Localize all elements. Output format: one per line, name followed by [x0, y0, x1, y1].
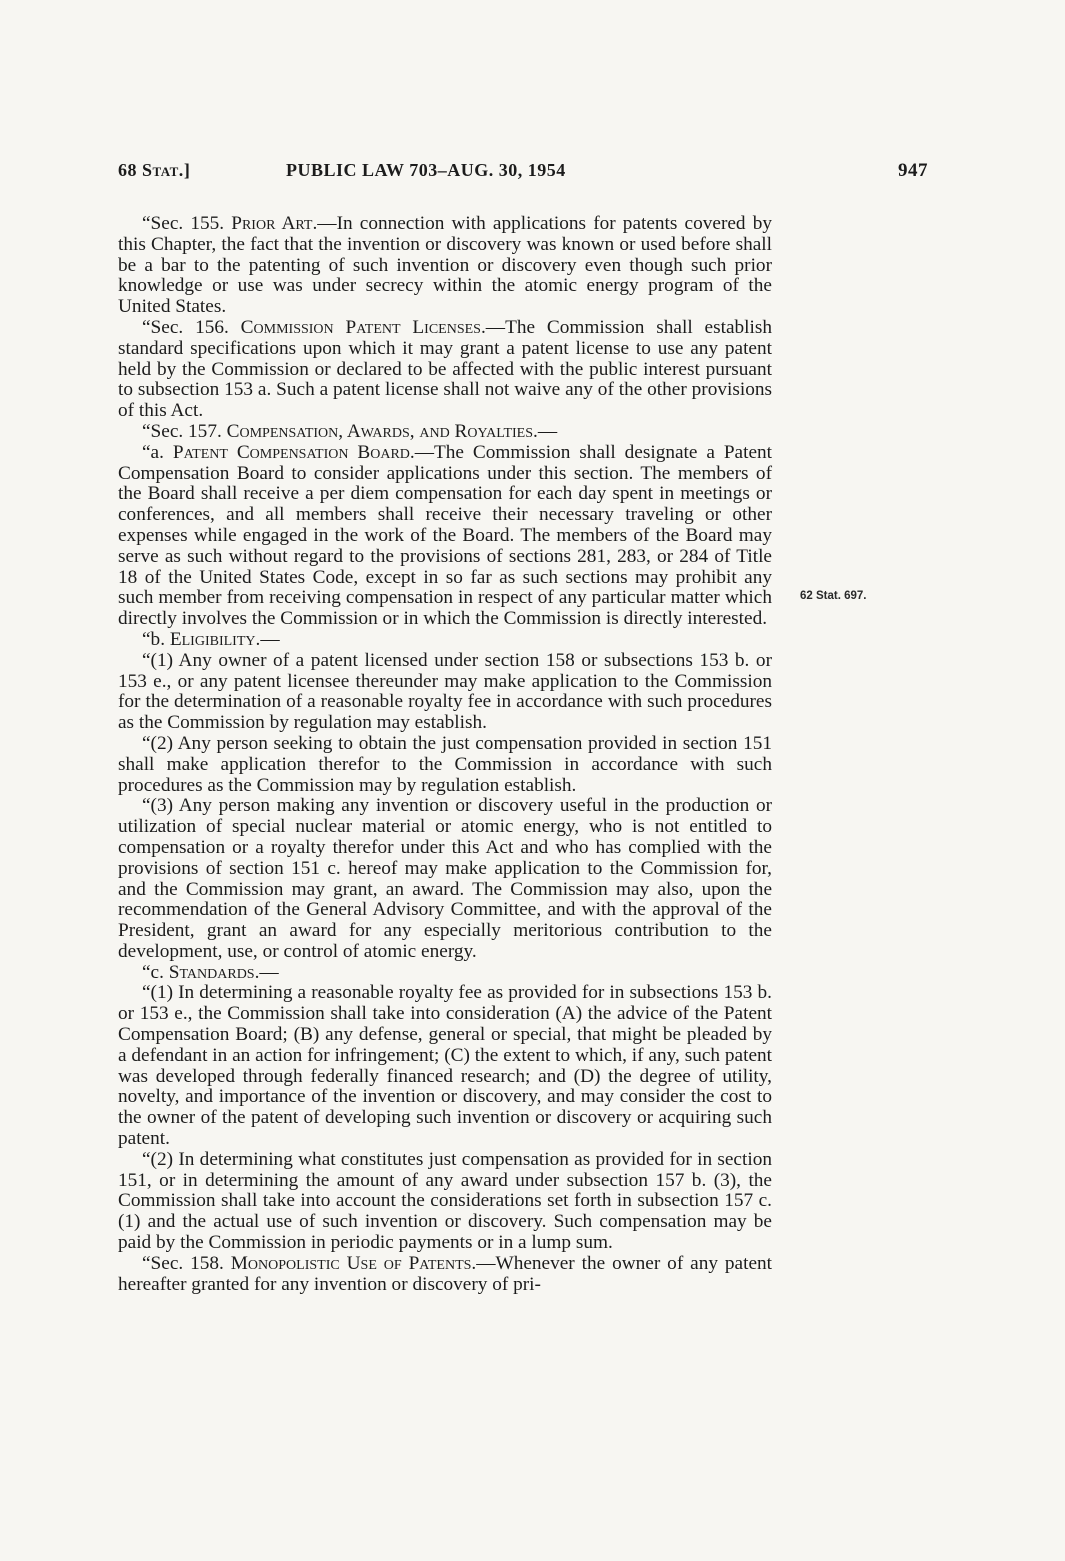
- statute-reference: 68 Stat.]: [118, 160, 191, 180]
- law-title: PUBLIC LAW 703–AUG. 30, 1954: [286, 160, 566, 180]
- paragraph-157-b-1: “(1) Any owner of a patent licensed under section 158 or subsections 153 b. or 153 e., or any patent licensee thereunder may make application to the Commission for the determination of a reasonable royalty fee in accordance with such procedures as the Commission by regulation may establish.: [118, 649, 772, 734]
- section-heading: Eligibility.: [169, 628, 261, 650]
- section-heading: Prior Art.: [231, 213, 318, 234]
- paragraph-157-a: “a. Patent Compensation Board.—The Commission shall designate a Patent Compensation Board to consider applications under this section. The members of the Board shall receive a per diem compensation for each day spent in meetings or conferences, and all members shall receive their necessary traveling or other expenses while engaged in the work of the Board. The members of the Board may serve as such without regard to the provisions of sections 281, 283, or 284 of Title 18 of the United States Code, except in so far as such sections may prohibit any such member from receiving compensation in respect of any particular matter which directly involves the Commission or in which the Commission is directly interested.: [118, 441, 773, 630]
- section-heading: Compensation, Awards, and Royalties.: [226, 420, 538, 442]
- paragraph-sec-155: “Sec. 155. Prior Art.—In connection with applications for patents covered by this Chapter, the fact that the invention or discovery was known or used before shall be a bar to the patenting of such invention or discovery even though such prior knowledge or use was under secrecy within the atomic energy program of the United States.: [118, 213, 772, 318]
- paragraph-157-b-3: “(3) Any person making any invention or discovery useful in the production or utilization of special nuclear material or atomic energy, who is not entitled to compensation or a royalty therefor under this Act and who has complied with the provisions of section 151 c. hereof may make application to the Commission for, and the Commission may grant, an award. The Commission may also, upon the recommendation of the General Advisory Committee, and with the approval of the President, grant an award for any especially meritorious contribution to the development, use, or control of atomic energy.: [118, 795, 773, 962]
- page-number: 947: [898, 160, 928, 181]
- section-heading: Patent Compensation Board.: [172, 441, 415, 463]
- paragraph-sec-157: “Sec. 157. Compensation, Awards, and Royalties.—: [142, 420, 558, 442]
- section-heading: Monopolistic Use of Patents.: [230, 1252, 477, 1274]
- margin-citation: 62 Stat. 697.: [800, 590, 867, 602]
- paragraph-157-c-2: “(2) In determining what constitutes just compensation as provided for in section 151, or in determining the amount of any award under subsection 157 b. (3), the Commission shall take into account the considerations set forth in subsection 157 c. (1) and the actual use of such invention or discovery. Such compensation may be paid by the Commission in periodic payments or in a lump sum.: [118, 1148, 772, 1254]
- section-heading: Commission Patent Licenses.: [240, 316, 486, 338]
- paragraph-157-b-2: “(2) Any person seeking to obtain the just compensation provided in section 151 shall make application therefor to the Commission in accordance with such procedures as the Commission may by regulation establish.: [118, 732, 772, 796]
- running-head: [118, 160, 928, 186]
- section-heading: Standards.: [168, 961, 260, 983]
- paragraph-157-c-1: “(1) In determining a reasonable royalty fee as provided for in subsections 153 b. or 153 e., the Commission shall take into consideration (A) the advice of the Patent Compensation Board; (B) any defense, general or special, that might be pleaded by a defendant in an action for infringement; (C) the extent to which, if any, such patent was developed through federally financed research; and (D) the degree of utility, novelty, and importance of the invention or discovery, and may consider the cost to the owner of the patent of developing such invention or discovery or acquiring such patent.: [118, 982, 772, 1150]
- statute-body: [118, 214, 772, 1295]
- paragraph-sec-156: “Sec. 156. Commission Patent Licenses.—The Commission shall establish standard specifications upon which it may grant a patent license to use any patent held by the Commission or declared to be affected with the public interest pursuant to subsection 153 a. Such a patent license shall not waive any of the other provisions of this Act.: [118, 316, 772, 422]
- paragraph-157-b: “b. Eligibility.—: [142, 628, 280, 650]
- paragraph-157-c: “c. Standards.—: [142, 961, 279, 983]
- paragraph-sec-158: “Sec. 158. Monopolistic Use of Patents.—Whenever the owner of any patent hereafter granted for any invention or discovery of pri-: [118, 1252, 772, 1295]
